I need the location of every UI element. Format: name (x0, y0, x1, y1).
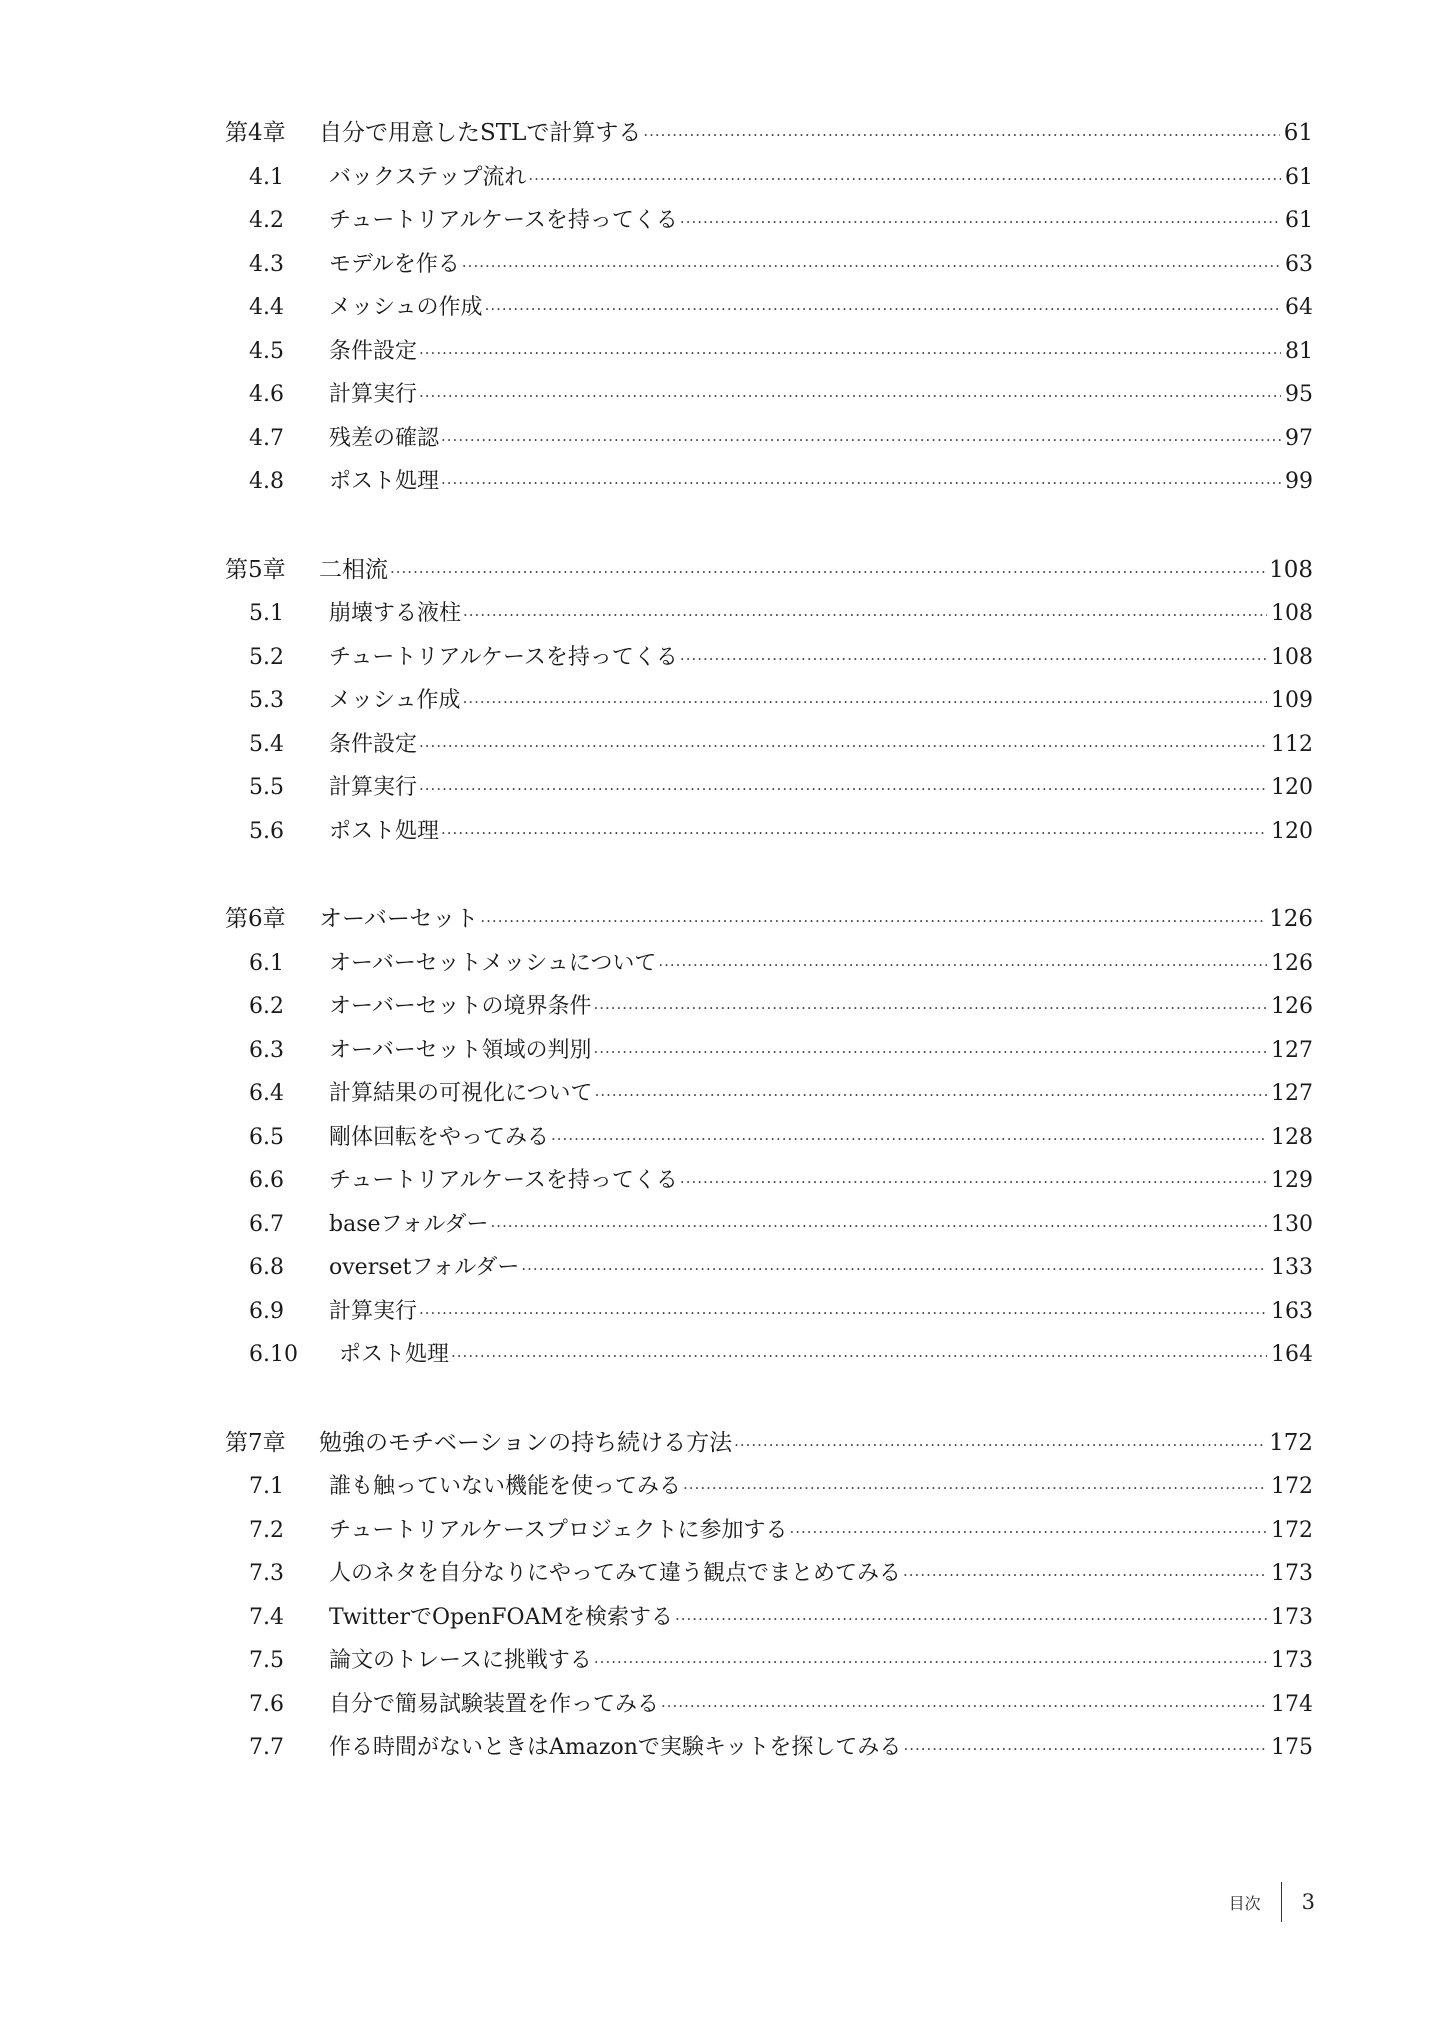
section-page: 64 (1285, 295, 1313, 320)
chapter-heading (225, 112, 1313, 156)
dot-leader (643, 114, 1279, 158)
chapter-block (225, 898, 1313, 1377)
section-page: 81 (1285, 338, 1313, 364)
section-page: 95 (1285, 382, 1313, 407)
section-page: 127 (1271, 1037, 1313, 1063)
section-number: 7.5 (249, 1648, 284, 1673)
section-title: メッシュの作成 (329, 295, 483, 320)
section-entry (225, 1683, 1313, 1727)
section-title: ポスト処理 (329, 818, 440, 844)
section-entry (225, 330, 1313, 374)
section-number: 4.4 (249, 295, 284, 320)
section-number: 4.8 (249, 469, 284, 494)
dot-leader (675, 1598, 1267, 1642)
section-title: 計算結果の可視化について (329, 1081, 593, 1106)
section-title: オーバーセットメッシュについて (329, 950, 657, 976)
chapter-number: 第6章 (225, 906, 286, 932)
section-number: 6.8 (249, 1255, 284, 1280)
chapter-number: 第5章 (225, 556, 286, 583)
section-title: 条件設定 (329, 338, 418, 364)
dot-leader (390, 551, 1265, 595)
dot-leader (593, 987, 1267, 1031)
section-title: oversetフォルダー (329, 1255, 520, 1280)
section-page: 127 (1271, 1081, 1313, 1106)
section-entry (225, 1596, 1313, 1640)
dot-leader (485, 288, 1281, 332)
chapter-block (225, 112, 1313, 504)
dot-leader (419, 375, 1281, 419)
section-number: 6.10 (249, 1342, 298, 1367)
section-title: TwitterでOpenFOAMを検索する (329, 1604, 673, 1630)
section-page: 133 (1271, 1255, 1313, 1280)
section-title: ポスト処理 (339, 1342, 450, 1367)
dot-leader (593, 1031, 1267, 1075)
dot-leader (480, 900, 1265, 944)
footer-page-number: 3 (1301, 1890, 1315, 1914)
section-page: 172 (1271, 1517, 1313, 1543)
chapter-page: 61 (1283, 120, 1313, 146)
section-title: チュートリアルケースを持ってくる (329, 208, 678, 233)
section-title: 論文のトレースに挑戦する (329, 1648, 592, 1673)
section-entry (225, 1726, 1313, 1770)
section-page: 108 (1271, 601, 1313, 626)
section-title: オーバーセットの境界条件 (329, 994, 592, 1019)
section-page: 126 (1271, 994, 1313, 1019)
dot-leader (451, 1335, 1267, 1379)
chapter-page: 108 (1269, 556, 1313, 583)
section-number: 7.7 (249, 1735, 284, 1760)
footer-label: 目次 (1228, 1893, 1261, 1913)
dot-leader (595, 1074, 1267, 1118)
section-entry (225, 679, 1313, 723)
dot-leader (441, 462, 1281, 506)
section-entry (225, 810, 1313, 854)
section-number: 4.7 (249, 425, 284, 451)
section-number: 5.4 (249, 731, 284, 757)
dot-leader (789, 1511, 1267, 1555)
section-entry (225, 1159, 1313, 1203)
section-number: 6.3 (249, 1037, 284, 1063)
dot-leader (419, 332, 1281, 376)
section-page: 112 (1271, 731, 1313, 757)
chapter-number: 第7章 (225, 1429, 286, 1456)
section-number: 4.3 (249, 251, 284, 277)
section-entry (225, 286, 1313, 330)
section-entry (225, 942, 1313, 986)
section-title: 条件設定 (329, 731, 418, 757)
section-entry (225, 199, 1313, 243)
dot-leader (680, 1161, 1267, 1205)
section-page: 164 (1271, 1342, 1313, 1367)
section-title: 計算実行 (329, 382, 418, 407)
dot-leader (734, 1424, 1265, 1468)
chapter-number: 第4章 (225, 120, 286, 146)
chapter-block (225, 549, 1313, 854)
section-title: チュートリアルケースプロジェクトに参加する (329, 1517, 788, 1543)
page-footer (1200, 1880, 1315, 1924)
section-number: 4.2 (249, 208, 284, 233)
dot-leader (521, 1248, 1267, 1292)
section-page: 173 (1271, 1648, 1313, 1673)
section-number: 5.6 (249, 818, 284, 844)
section-title: 残差の確認 (329, 425, 440, 451)
dot-leader (903, 1554, 1267, 1598)
section-entry (225, 417, 1313, 461)
section-title: 計算実行 (329, 775, 418, 800)
section-number: 6.9 (249, 1298, 284, 1324)
section-entry (225, 1333, 1313, 1377)
dot-leader (441, 812, 1267, 856)
section-number: 4.1 (249, 164, 284, 190)
section-page: 109 (1271, 688, 1313, 713)
chapter-page: 172 (1269, 1429, 1313, 1456)
section-entry (225, 766, 1313, 810)
dot-leader (683, 1467, 1267, 1511)
section-page: 120 (1271, 775, 1313, 800)
dot-leader (419, 725, 1267, 769)
section-number: 6.7 (249, 1211, 284, 1237)
section-number: 7.1 (249, 1474, 284, 1499)
section-page: 173 (1271, 1561, 1313, 1586)
section-entry (225, 985, 1313, 1029)
section-page: 99 (1285, 469, 1313, 494)
section-entry (225, 1290, 1313, 1334)
section-number: 6.4 (249, 1081, 284, 1106)
section-entry (225, 636, 1313, 680)
footer-divider (1281, 1882, 1282, 1922)
section-title: baseフォルダー (329, 1211, 489, 1237)
chapter-title: 勉強のモチベーションの持ち続ける方法 (319, 1429, 733, 1456)
section-title: 計算実行 (329, 1298, 418, 1324)
section-number: 4.5 (249, 338, 284, 364)
section-title: オーバーセット領域の判別 (329, 1037, 592, 1063)
section-number: 7.3 (249, 1561, 284, 1586)
section-number: 7.6 (249, 1691, 284, 1717)
section-entry (225, 1465, 1313, 1509)
section-entry (225, 243, 1313, 287)
section-number: 5.1 (249, 601, 284, 626)
section-title: バックステップ流れ (329, 164, 527, 190)
section-number: 6.5 (249, 1124, 284, 1150)
dot-leader (658, 944, 1267, 988)
section-title: 自分で簡易試験装置を作ってみる (329, 1691, 660, 1717)
section-page: 108 (1271, 644, 1313, 670)
section-page: 61 (1285, 164, 1313, 190)
section-page: 126 (1271, 950, 1313, 976)
dot-leader (419, 1292, 1267, 1336)
section-number: 6.6 (249, 1168, 284, 1193)
dot-leader (680, 638, 1267, 682)
section-title: チュートリアルケースを持ってくる (329, 1168, 678, 1193)
section-title: 作る時間がないときはAmazonで実験キットを探してみる (329, 1735, 902, 1760)
section-page: 175 (1271, 1735, 1313, 1760)
dot-leader (462, 245, 1281, 289)
section-title: 剛体回転をやってみる (329, 1124, 550, 1150)
dot-leader (680, 201, 1281, 245)
dot-leader (441, 419, 1281, 463)
section-entry (225, 156, 1313, 200)
section-entry (225, 592, 1313, 636)
section-title: 崩壊する液柱 (329, 601, 462, 626)
section-page: 172 (1271, 1474, 1313, 1499)
dot-leader (491, 1205, 1267, 1249)
chapter-block (225, 1422, 1313, 1770)
section-title: ポスト処理 (329, 469, 440, 494)
section-title: モデルを作る (329, 251, 460, 277)
section-entry (225, 460, 1313, 504)
section-title: 誰も触っていない機能を使ってみる (329, 1474, 682, 1499)
section-page: 174 (1271, 1691, 1313, 1717)
dot-leader (528, 158, 1281, 202)
section-title: メッシュ作成 (329, 688, 461, 713)
section-entry (225, 1552, 1313, 1596)
chapter-title: 二相流 (319, 556, 388, 583)
chapter-page: 126 (1269, 906, 1313, 932)
section-entry (225, 1639, 1313, 1683)
section-number: 7.4 (249, 1604, 284, 1630)
section-number: 5.2 (249, 644, 284, 670)
dot-leader (903, 1728, 1267, 1772)
section-page: 120 (1271, 818, 1313, 844)
dot-leader (419, 768, 1267, 812)
section-entry (225, 723, 1313, 767)
chapter-heading (225, 898, 1313, 942)
chapter-heading (225, 549, 1313, 593)
section-title: チュートリアルケースを持ってくる (329, 644, 678, 670)
dot-leader (463, 681, 1267, 725)
section-page: 173 (1271, 1604, 1313, 1630)
section-number: 6.1 (249, 950, 284, 976)
section-entry (225, 1509, 1313, 1553)
section-number: 5.3 (249, 688, 284, 713)
section-entry (225, 1116, 1313, 1160)
section-entry (225, 1029, 1313, 1073)
section-page: 130 (1271, 1211, 1313, 1237)
section-entry (225, 1203, 1313, 1247)
section-page: 163 (1271, 1298, 1313, 1324)
section-number: 6.2 (249, 994, 284, 1019)
section-number: 7.2 (249, 1517, 284, 1543)
section-title: 人のネタを自分なりにやってみて違う観点でまとめてみる (329, 1561, 902, 1586)
chapter-title: オーバーセット (319, 906, 479, 932)
section-number: 5.5 (249, 775, 284, 800)
section-page: 129 (1271, 1168, 1313, 1193)
dot-leader (463, 594, 1267, 638)
section-page: 128 (1271, 1124, 1313, 1150)
section-number: 4.6 (249, 382, 284, 407)
section-entry (225, 373, 1313, 417)
dot-leader (551, 1118, 1267, 1162)
chapter-title: 自分で用意したSTLで計算する (319, 120, 642, 146)
chapter-heading (225, 1422, 1313, 1466)
dot-leader (661, 1685, 1267, 1729)
section-entry (225, 1072, 1313, 1116)
table-of-contents (225, 112, 1313, 1815)
section-page: 63 (1285, 251, 1313, 277)
section-page: 61 (1285, 208, 1313, 233)
section-entry (225, 1246, 1313, 1290)
section-page: 97 (1285, 425, 1313, 451)
dot-leader (594, 1641, 1267, 1685)
